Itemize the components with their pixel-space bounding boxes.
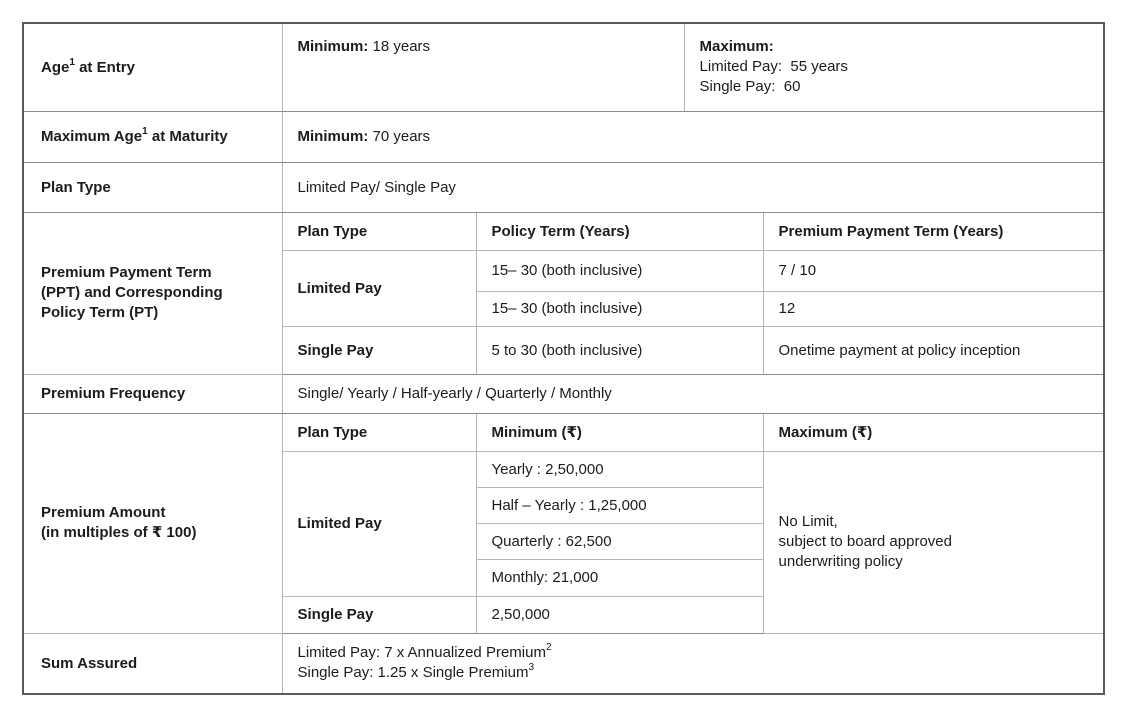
sum-assured-single-pay-line	[298, 663, 1090, 683]
row-premium-amount-header	[23, 413, 1104, 451]
ppt-header-plan-type: Plan Type	[282, 212, 476, 250]
ppt-pt-label-line: Policy Term (PT)	[41, 304, 159, 321]
age-entry-label-text: Age	[41, 58, 70, 76]
amount-single-pay-label: Single Pay	[282, 596, 476, 633]
ppt-pt-label	[23, 212, 282, 374]
row-premium-frequency	[23, 374, 1104, 413]
age-entry-footnote-marker: 1	[69, 56, 75, 68]
sum-assured-footnote-marker-2: 2	[545, 642, 552, 654]
age-entry-label-rest: at Entry	[74, 58, 135, 76]
ppt-single-ppt: Onetime payment at policy inception	[763, 326, 1104, 374]
ppt-pt-label-line: (PPT) and Corresponding	[41, 284, 223, 301]
amount-maximum-cell	[763, 451, 1104, 633]
row-ppt-pt-header	[23, 212, 1104, 250]
plan-type-value-cell: Limited Pay/ Single Pay	[282, 162, 1104, 212]
sum-assured-footnote-marker-3: 3	[528, 662, 535, 674]
amount-single-pay-minimum: 2,50,000	[476, 596, 763, 633]
minimum-key: Minimum:	[297, 38, 369, 55]
ppt-pt-label-line: Premium Payment Term	[41, 264, 212, 281]
amount-quarterly-minimum: Quarterly : 62,500	[476, 523, 763, 559]
age-maturity-label	[23, 111, 282, 162]
age-maturity-minimum-cell	[282, 111, 1104, 162]
age-entry-maximum-cell	[684, 23, 1104, 111]
plan-type-label: Plan Type	[23, 162, 282, 212]
amount-monthly-minimum: Monthly: 21,000	[476, 559, 763, 596]
maximum-single-pay-line: Single Pay: 60	[699, 78, 801, 95]
sum-assured-limited-pay-text: Limited Pay: 7 x Annualized Premium	[297, 644, 546, 662]
amount-maximum-line: underwriting policy	[778, 553, 903, 570]
row-sum-assured	[23, 633, 1104, 694]
age-maturity-label-text: Maximum Age	[41, 128, 143, 145]
sum-assured-single-pay-text: Single Pay: 1.25 x Single Premium	[297, 664, 529, 682]
premium-frequency-value-cell: Single/ Yearly / Half-yearly / Quarterly / Monthly	[282, 374, 1104, 413]
sum-assured-value-cell	[282, 633, 1104, 694]
maximum-key: Maximum:	[699, 38, 774, 55]
age-maturity-footnote-marker: 1	[142, 126, 148, 137]
minimum-value: 70 years	[372, 128, 431, 145]
ppt-limited-pay-label: Limited Pay	[282, 250, 476, 326]
amount-half-yearly-minimum: Half – Yearly : 1,25,000	[476, 487, 763, 523]
premium-amount-label-line: Premium Amount	[41, 504, 166, 521]
amount-header-maximum: Maximum (₹)	[763, 413, 1104, 451]
amount-header-minimum: Minimum (₹)	[476, 413, 763, 451]
ppt-single-pay-label: Single Pay	[282, 326, 476, 374]
premium-frequency-label: Premium Frequency	[23, 374, 282, 413]
row-plan-type	[23, 162, 1104, 212]
ppt-limited-policy-term-2: 15– 30 (both inclusive)	[476, 291, 763, 326]
ppt-header-premium-payment-term: Premium Payment Term (Years)	[763, 212, 1104, 250]
amount-header-plan-type: Plan Type	[282, 413, 476, 451]
amount-maximum-line: subject to board approved	[778, 533, 952, 550]
ppt-limited-ppt-1: 7 / 10	[763, 250, 1104, 291]
amount-limited-pay-label: Limited Pay	[282, 451, 476, 596]
age-maturity-label-rest: at Maturity	[147, 128, 228, 145]
age-entry-minimum-cell	[282, 23, 684, 111]
age-entry-label	[23, 23, 282, 111]
amount-maximum-line: No Limit,	[778, 513, 838, 530]
sum-assured-label: Sum Assured	[23, 633, 282, 694]
plan-specification-table	[22, 22, 1105, 695]
minimum-key: Minimum:	[297, 128, 369, 145]
row-max-age-at-maturity	[23, 111, 1104, 162]
amount-yearly-minimum: Yearly : 2,50,000	[476, 451, 763, 487]
row-age-at-entry	[23, 23, 1104, 111]
premium-amount-label-line: (in multiples of ₹ 100)	[41, 524, 197, 541]
minimum-value: 18 years	[372, 38, 431, 55]
ppt-header-policy-term: Policy Term (Years)	[476, 212, 763, 250]
ppt-single-policy-term: 5 to 30 (both inclusive)	[476, 326, 763, 374]
sum-assured-limited-pay-line	[298, 643, 1090, 663]
maximum-limited-pay-line: Limited Pay: 55 years	[699, 58, 848, 75]
ppt-limited-ppt-2: 12	[763, 291, 1104, 326]
ppt-limited-policy-term-1: 15– 30 (both inclusive)	[476, 250, 763, 291]
premium-amount-label	[23, 413, 282, 633]
